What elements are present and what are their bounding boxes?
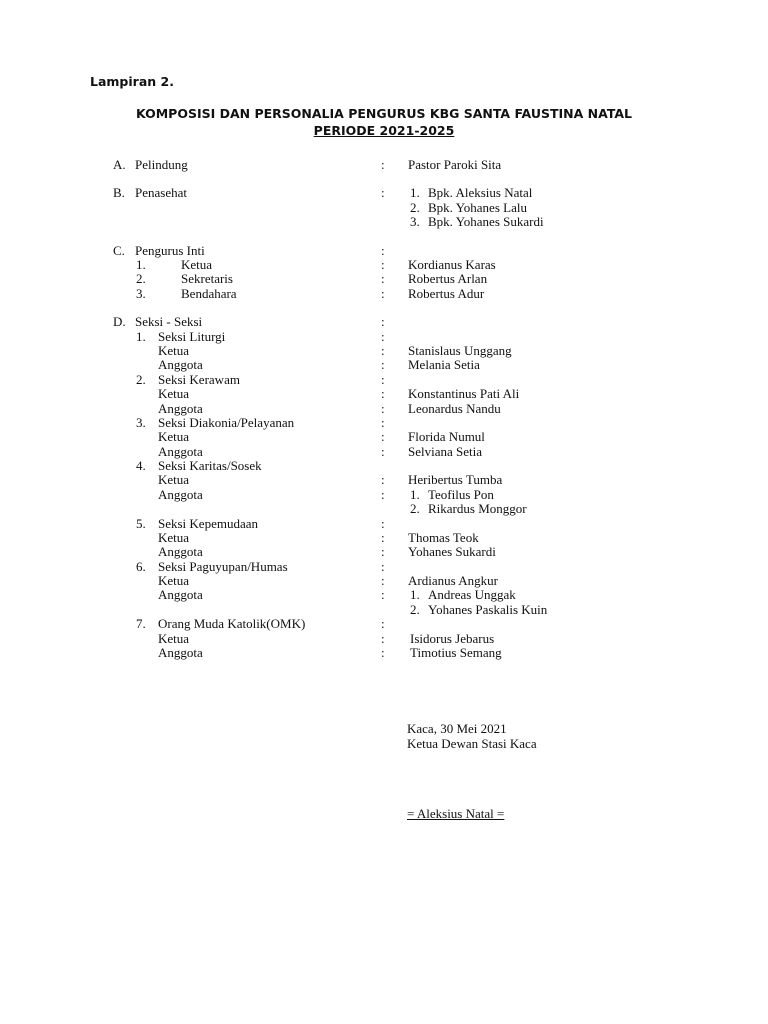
row-number: D. <box>113 314 126 329</box>
list-row <box>0 501 768 516</box>
row-colon: : <box>381 243 385 258</box>
row-label: Anggota <box>158 401 203 416</box>
list-row <box>0 616 768 631</box>
row-colon: : <box>381 587 385 602</box>
list-row <box>0 214 768 229</box>
row-colon: : <box>381 444 385 459</box>
row-colon: : <box>381 343 385 358</box>
list-row <box>0 257 768 272</box>
row-label: Ketua <box>158 472 190 487</box>
row-label: Seksi Kerawam <box>158 372 240 387</box>
row-colon: : <box>381 257 385 272</box>
row-colon: : <box>381 487 385 502</box>
value-number: 1. <box>410 487 420 502</box>
list-row <box>0 573 768 588</box>
list-row <box>0 329 768 344</box>
row-label: Seksi - Seksi <box>135 314 203 329</box>
attachment-label: Lampiran 2. <box>90 74 174 89</box>
row-colon: : <box>381 185 385 200</box>
row-colon: : <box>381 415 385 430</box>
row-colon: : <box>381 472 385 487</box>
value-number: 2. <box>410 501 420 516</box>
row-colon: : <box>381 516 385 531</box>
row-value: Melania Setia <box>408 357 480 372</box>
row-label: Seksi Kepemudaan <box>158 516 259 531</box>
row-number: C. <box>113 243 125 258</box>
list-row <box>0 602 768 617</box>
row-label: Ketua <box>158 573 190 588</box>
row-label: Anggota <box>158 544 203 559</box>
row-label: Pengurus Inti <box>135 243 205 258</box>
document-period-text: PERIODE 2021-2025 <box>313 123 455 138</box>
row-label: Anggota <box>158 587 203 602</box>
row-colon: : <box>381 157 385 172</box>
row-number: 4. <box>136 458 146 473</box>
row-label: Anggota <box>158 487 203 502</box>
row-colon: : <box>381 429 385 444</box>
row-value: Heribertus Tumba <box>408 472 503 487</box>
row-label: Anggota <box>158 357 203 372</box>
row-label: Anggota <box>158 645 203 660</box>
row-value: Leonardus Nandu <box>408 401 501 416</box>
row-colon: : <box>381 386 385 401</box>
value-number: 2. <box>410 602 420 617</box>
list-row <box>0 372 768 387</box>
row-value: Florida Numul <box>408 429 485 444</box>
row-number: 2. <box>136 271 146 286</box>
row-label: Bendahara <box>181 286 237 301</box>
row-number: A. <box>113 157 126 172</box>
row-label: Ketua <box>158 386 190 401</box>
value-number: 1. <box>410 185 420 200</box>
row-value: Isidorus Jebarus <box>410 631 495 646</box>
list-row <box>0 401 768 416</box>
list-row <box>0 544 768 559</box>
list-row <box>0 343 768 358</box>
row-colon: : <box>381 631 385 646</box>
row-colon: : <box>381 329 385 344</box>
list-row <box>0 487 768 502</box>
list-row <box>0 243 768 258</box>
row-value: Selviana Setia <box>408 444 483 459</box>
row-value: Robertus Arlan <box>408 271 488 286</box>
list-row <box>0 271 768 286</box>
row-colon: : <box>381 530 385 545</box>
row-label: Ketua <box>158 530 190 545</box>
list-row <box>0 472 768 487</box>
list-row <box>0 530 768 545</box>
list-row <box>0 444 768 459</box>
row-colon: : <box>381 616 385 631</box>
row-number: 7. <box>136 616 146 631</box>
row-value: Thomas Teok <box>408 530 479 545</box>
row-colon: : <box>381 573 385 588</box>
list-row <box>0 587 768 602</box>
row-label: Sekretaris <box>181 271 233 286</box>
row-value: Robertus Adur <box>408 286 485 301</box>
value-number: 1. <box>410 587 420 602</box>
row-colon: : <box>381 559 385 574</box>
list-row <box>0 645 768 660</box>
list-row <box>0 314 768 329</box>
list-row <box>0 516 768 531</box>
row-number: 6. <box>136 559 146 574</box>
value-number: 2. <box>410 200 420 215</box>
row-value: Bpk. Aleksius Natal <box>428 185 533 200</box>
list-row <box>0 286 768 301</box>
value-number: 3. <box>410 214 420 229</box>
list-row <box>0 559 768 574</box>
row-label: Ketua <box>181 257 213 272</box>
row-value: Stanislaus Unggang <box>408 343 512 358</box>
row-value: Teofilus Pon <box>428 487 494 502</box>
row-value: Yohanes Sukardi <box>408 544 496 559</box>
row-label: Seksi Paguyupan/Humas <box>158 559 288 574</box>
row-label: Orang Muda Katolik(OMK) <box>158 616 306 631</box>
list-row <box>0 157 768 172</box>
row-number: 2. <box>136 372 146 387</box>
list-row <box>0 429 768 444</box>
row-label: Ketua <box>158 429 190 444</box>
row-number: 3. <box>136 415 146 430</box>
row-value: Andreas Unggak <box>428 587 516 602</box>
row-label: Ketua <box>158 631 190 646</box>
row-colon: : <box>381 372 385 387</box>
signature-place-date: Kaca, 30 Mei 2021 <box>407 721 507 736</box>
list-row <box>0 357 768 372</box>
document-title: KOMPOSISI DAN PERSONALIA PENGURUS KBG SANTA FAUSTINA NATAL <box>135 106 633 121</box>
row-value: Pastor Paroki Sita <box>408 157 502 172</box>
row-colon: : <box>381 544 385 559</box>
row-colon: : <box>381 401 385 416</box>
row-colon: : <box>381 357 385 372</box>
row-value: Ardianus Angkur <box>408 573 498 588</box>
row-number: 1. <box>136 329 146 344</box>
row-value: Timotius Semang <box>410 645 502 660</box>
row-colon: : <box>381 286 385 301</box>
list-row <box>0 185 768 200</box>
row-number: 1. <box>136 257 146 272</box>
list-row <box>0 458 768 473</box>
row-colon: : <box>381 271 385 286</box>
row-label: Anggota <box>158 444 203 459</box>
list-row <box>0 415 768 430</box>
row-label: Penasehat <box>135 185 187 200</box>
row-value: Yohanes Paskalis Kuin <box>428 602 548 617</box>
signature-position: Ketua Dewan Stasi Kaca <box>407 736 537 751</box>
row-value: Rikardus Monggor <box>428 501 527 516</box>
row-number: B. <box>113 185 125 200</box>
list-row <box>0 200 768 215</box>
row-value: Bpk. Yohanes Lalu <box>428 200 527 215</box>
row-value: Konstantinus Pati Ali <box>408 386 520 401</box>
row-label: Pelindung <box>135 157 188 172</box>
document-period <box>0 123 768 138</box>
row-label: Seksi Liturgi <box>158 329 226 344</box>
row-colon: : <box>381 314 385 329</box>
signature-name: = Aleksius Natal = <box>407 806 505 821</box>
list-row <box>0 631 768 646</box>
row-colon: : <box>381 645 385 660</box>
list-row <box>0 386 768 401</box>
row-value: Kordianus Karas <box>408 257 496 272</box>
row-number: 3. <box>136 286 146 301</box>
row-label: Seksi Karitas/Sosek <box>158 458 262 473</box>
row-label: Seksi Diakonia/Pelayanan <box>158 415 295 430</box>
row-value: Bpk. Yohanes Sukardi <box>428 214 544 229</box>
row-label: Ketua <box>158 343 190 358</box>
row-number: 5. <box>136 516 146 531</box>
